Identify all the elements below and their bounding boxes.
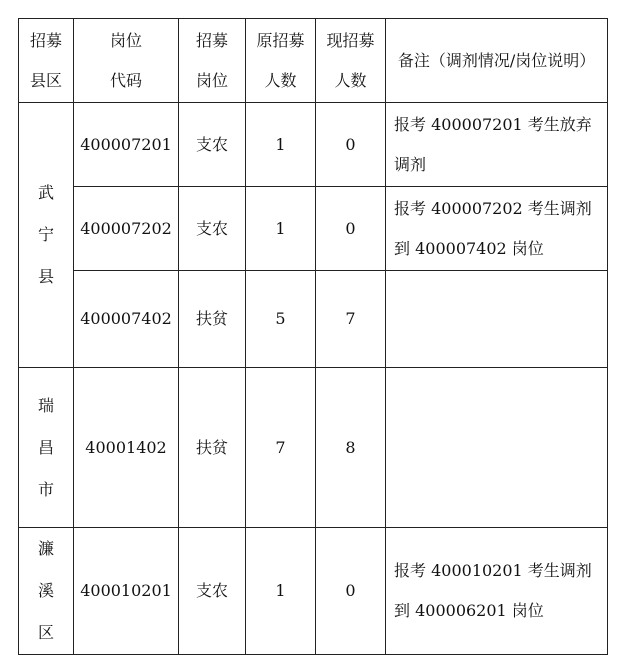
current-count-cell: 8: [316, 368, 386, 528]
table-row: [19, 103, 608, 187]
original-count-cell: 5: [246, 271, 316, 368]
post-cell: 扶贫: [179, 271, 246, 368]
header-current-count: 现招募 人数: [316, 19, 386, 103]
recruitment-adjustment-table: [18, 18, 608, 655]
table-row: [19, 271, 608, 368]
current-count-cell: 7: [316, 271, 386, 368]
code-cell: 400007201: [74, 103, 179, 187]
header-note: 备注（调剂情况/岗位说明）: [386, 19, 608, 103]
note-cell: [386, 271, 608, 368]
original-count-cell: 1: [246, 528, 316, 655]
header-row: [19, 19, 608, 103]
post-cell: 支农: [179, 187, 246, 271]
current-count-cell: 0: [316, 103, 386, 187]
post-cell: 支农: [179, 103, 246, 187]
county-cell: 濂溪区: [19, 528, 74, 655]
code-cell: 400010201: [74, 528, 179, 655]
table-row: [19, 368, 608, 528]
note-cell: 报考 400007201 考生放弃调剂: [386, 103, 608, 187]
code-cell: 400007202: [74, 187, 179, 271]
original-count-cell: 1: [246, 103, 316, 187]
post-cell: 扶贫: [179, 368, 246, 528]
current-count-cell: 0: [316, 187, 386, 271]
county-cell: 武宁县: [19, 103, 74, 368]
county-cell: 瑞昌市: [19, 368, 74, 528]
code-cell: 40001402: [74, 368, 179, 528]
original-count-cell: 1: [246, 187, 316, 271]
code-cell: 400007402: [74, 271, 179, 368]
header-post: 招募 岗位: [179, 19, 246, 103]
header-county: 招募 县区: [19, 19, 74, 103]
table-row: [19, 187, 608, 271]
note-cell: 报考 400007202 考生调剂到 400007402 岗位: [386, 187, 608, 271]
table-row: [19, 528, 608, 655]
header-original-count: 原招募 人数: [246, 19, 316, 103]
current-count-cell: 0: [316, 528, 386, 655]
header-code: 岗位 代码: [74, 19, 179, 103]
note-cell: 报考 400010201 考生调剂到 400006201 岗位: [386, 528, 608, 655]
post-cell: 支农: [179, 528, 246, 655]
note-cell: [386, 368, 608, 528]
original-count-cell: 7: [246, 368, 316, 528]
